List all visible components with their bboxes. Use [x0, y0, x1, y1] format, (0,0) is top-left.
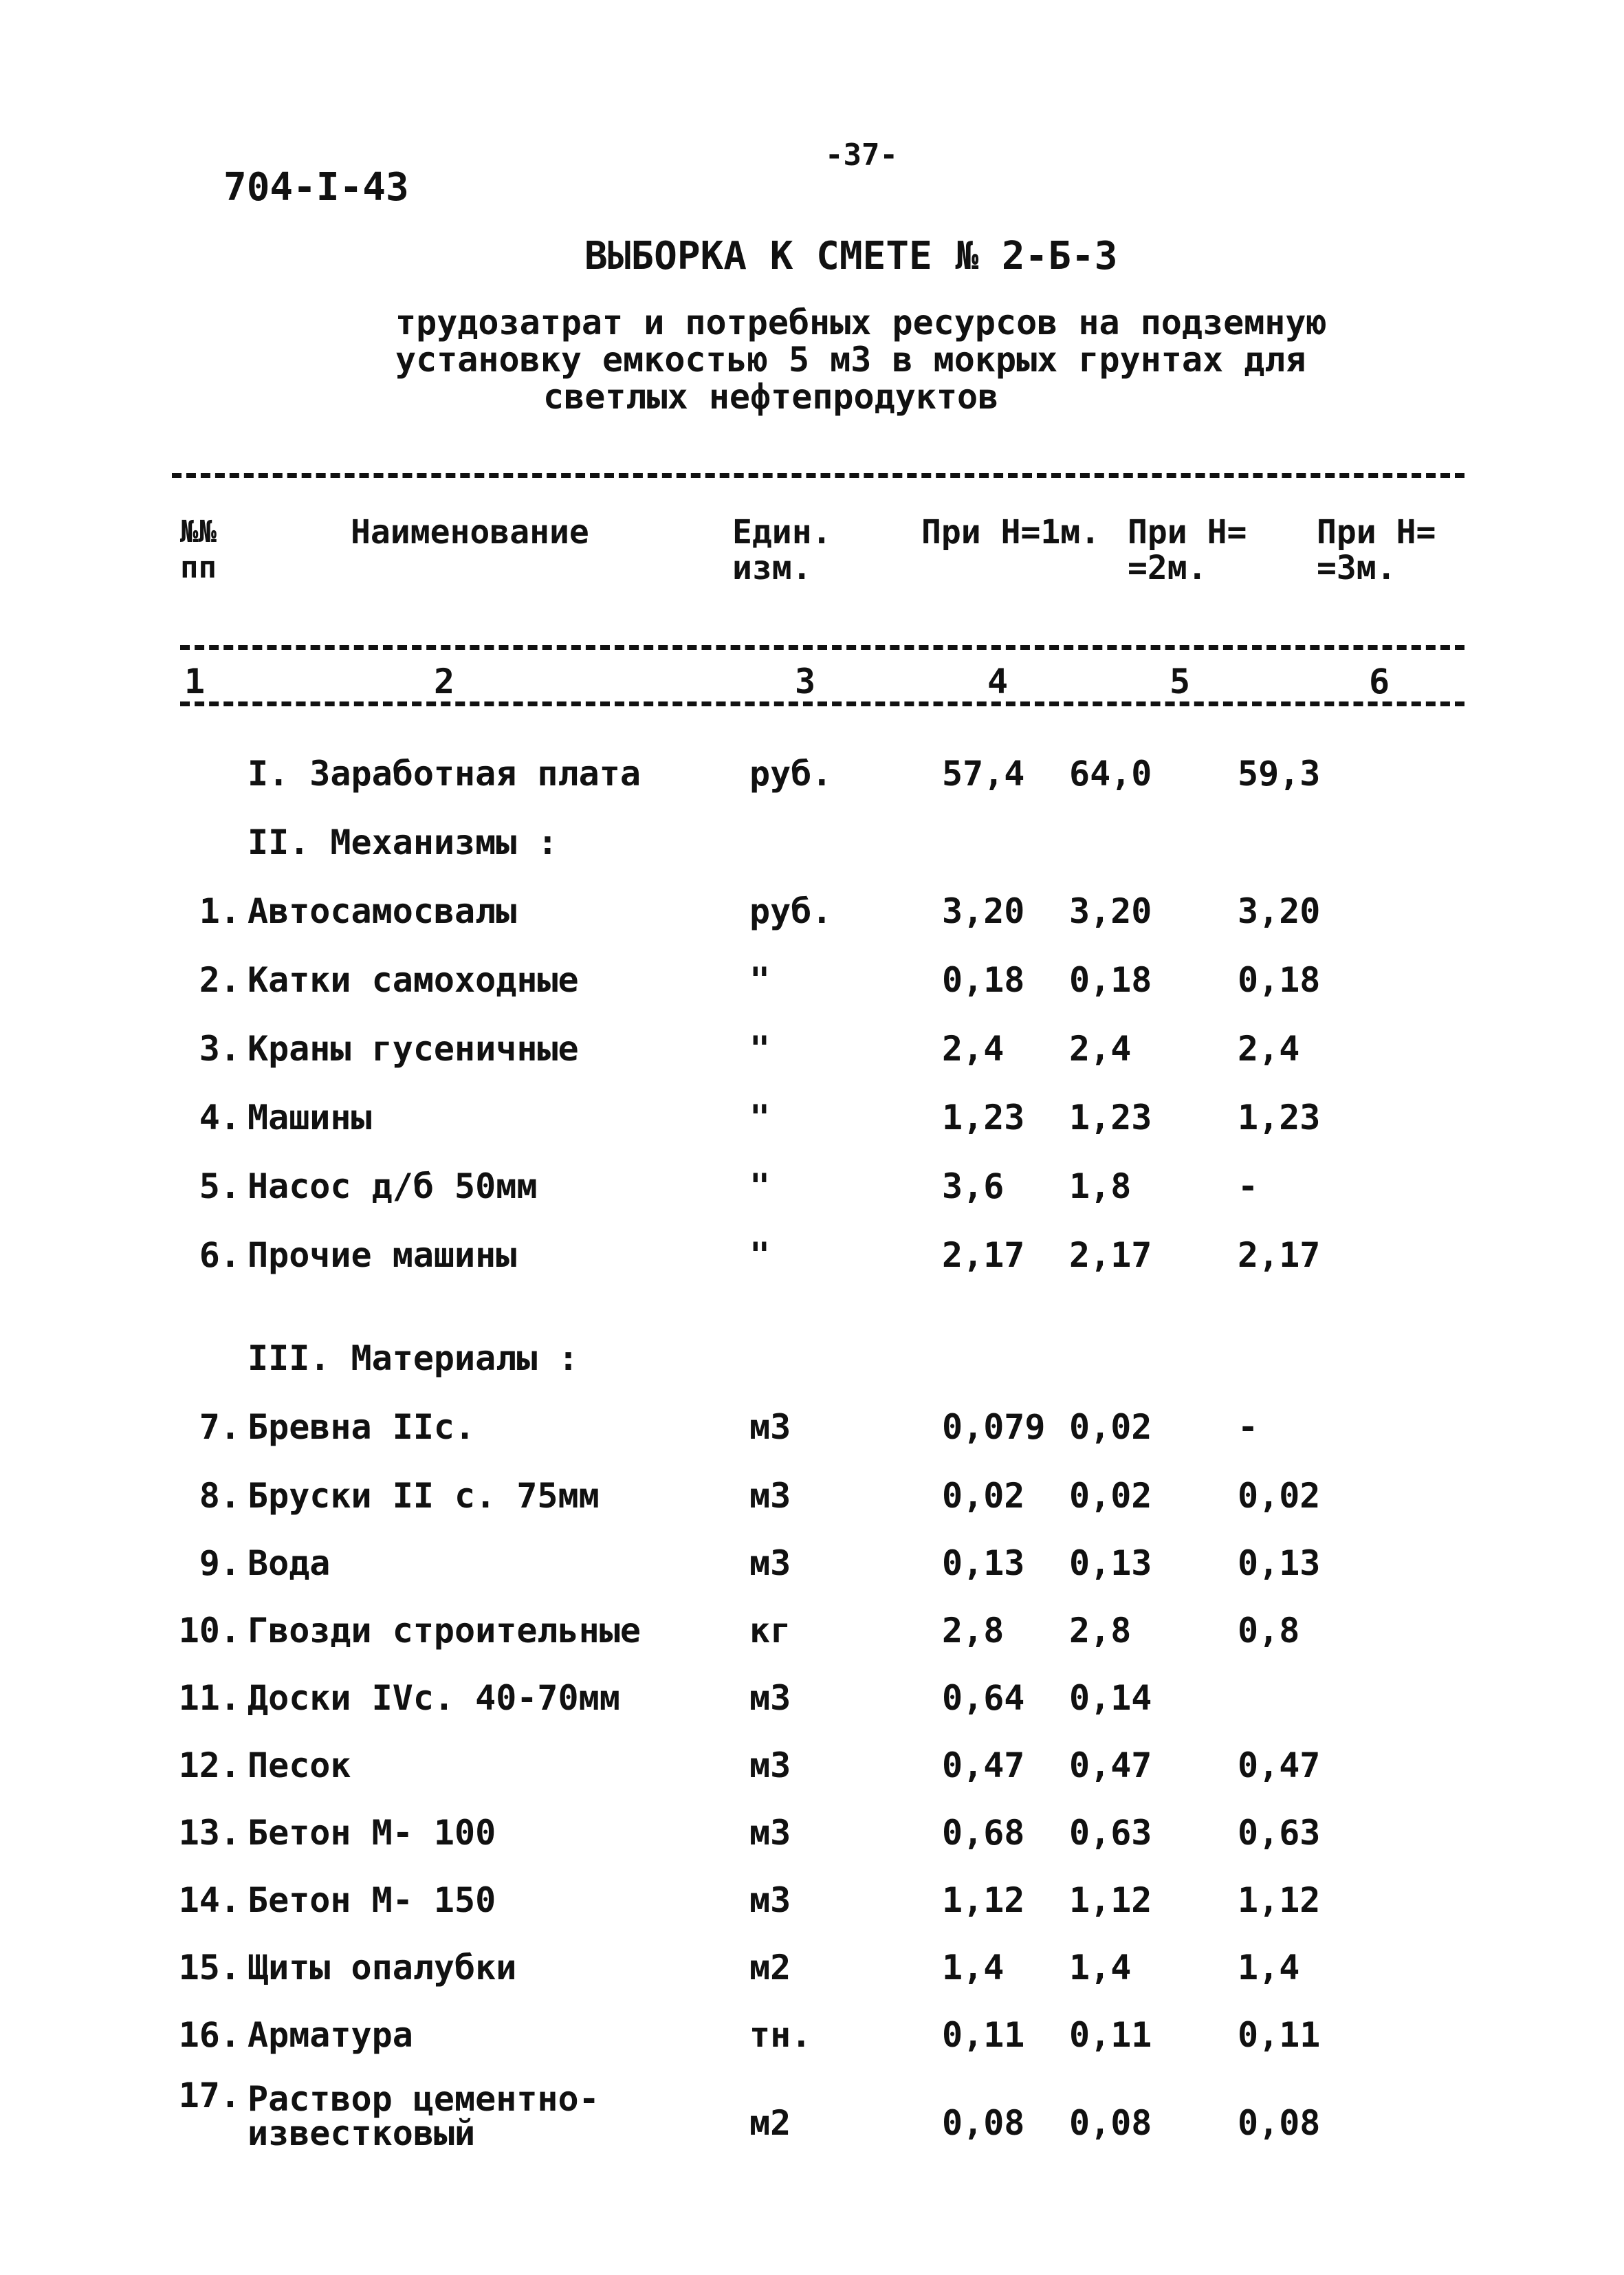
row-value-h2: 0,02	[1069, 1476, 1152, 1516]
row-unit: м3	[749, 1678, 791, 1718]
row-number: 12.	[178, 1745, 241, 1785]
row-unit: руб.	[749, 891, 833, 931]
row-number: 3.	[199, 1029, 241, 1069]
column-number: 1	[180, 662, 209, 701]
row-unit: тн.	[749, 2015, 812, 2055]
row-value-h2: 0,14	[1069, 1678, 1152, 1718]
section-heading	[0, 1327, 1624, 1389]
row-value-h1: 1,23	[942, 1098, 1025, 1138]
row-value-h1: 0,02	[942, 1476, 1025, 1516]
column-number: 4	[983, 662, 1012, 701]
page-title: ВЫБОРКА К СМЕТЕ № 2-Б-3	[584, 234, 1118, 279]
row-value-h3: -	[1238, 1166, 1259, 1206]
row-number: 10.	[178, 1611, 241, 1651]
row-value-h2: 1,12	[1069, 1880, 1152, 1920]
row-value-h3: 0,47	[1238, 1745, 1321, 1785]
row-unit: "	[749, 1235, 771, 1275]
row-value-h1: 57,4	[942, 754, 1025, 794]
row-number: 13.	[178, 1813, 241, 1853]
row-unit: м3	[749, 1407, 791, 1447]
row-name: I. Заработная плата	[248, 754, 641, 794]
row-unit: м3	[749, 1543, 791, 1583]
table-row	[0, 1667, 1624, 1729]
row-number: 8.	[199, 1476, 241, 1516]
row-value-h3: 0,11	[1238, 2015, 1321, 2055]
row-value-h3: 1,23	[1238, 1098, 1321, 1138]
row-name: Песок	[248, 1745, 351, 1785]
row-value-h3: 0,63	[1238, 1813, 1321, 1853]
row-name: Прочие машины	[248, 1235, 517, 1275]
row-value-h1: 2,17	[942, 1235, 1025, 1275]
row-unit: м3	[749, 1745, 791, 1785]
row-number: 5.	[199, 1166, 241, 1206]
table-row	[0, 1532, 1624, 1594]
column-number: 5	[1165, 662, 1194, 701]
row-value-h3: 3,20	[1238, 891, 1321, 931]
table-row	[0, 1600, 1624, 1662]
table-row	[0, 1155, 1624, 1217]
row-number: 6.	[199, 1235, 241, 1275]
row-value-h1: 0,13	[942, 1543, 1025, 1583]
row-number: 17.	[178, 2076, 241, 2115]
column-header-h3: При Н= =3м.	[1317, 513, 1436, 587]
row-value-h1: 3,6	[942, 1166, 1005, 1206]
table-row	[0, 1018, 1624, 1080]
row-number: 16.	[178, 2015, 241, 2055]
row-name: Доски IVс. 40-70мм	[248, 1678, 620, 1718]
row-value-h1: 0,11	[942, 2015, 1025, 2055]
row-value-h2: 3,20	[1069, 891, 1152, 931]
row-unit: м3	[749, 1813, 791, 1853]
table-row	[0, 743, 1624, 805]
row-name: Щиты опалубки	[248, 1948, 517, 1988]
row-value-h1: 2,8	[942, 1611, 1005, 1651]
row-name: Бетон М- 150	[248, 1880, 496, 1920]
table-row	[0, 1087, 1624, 1149]
table-row	[0, 1734, 1624, 1796]
page-number: -37-	[825, 138, 898, 173]
row-value-h1: 0,18	[942, 960, 1025, 1000]
row-value-h2: 0,08	[1069, 2103, 1152, 2143]
row-value-h1: 0,64	[942, 1678, 1025, 1718]
section-heading	[0, 812, 1624, 873]
table-row	[0, 1802, 1624, 1864]
row-value-h1: 2,4	[942, 1029, 1005, 1069]
column-number: 2	[430, 662, 459, 701]
row-name-continued: известковый	[248, 2113, 476, 2153]
row-value-h2: 0,02	[1069, 1407, 1152, 1447]
row-number: 7.	[199, 1407, 241, 1447]
row-value-h1: 1,4	[942, 1948, 1005, 1988]
row-number: 9.	[199, 1543, 241, 1583]
column-header-h1: При Н=1м.	[921, 513, 1101, 552]
table-row	[0, 1869, 1624, 1931]
row-value-h2: 0,18	[1069, 960, 1152, 1000]
document-code: 704-I-43	[223, 165, 409, 210]
header-top-rule	[172, 473, 1464, 478]
row-number: 14.	[178, 1880, 241, 1920]
row-value-h2: 0,47	[1069, 1745, 1152, 1785]
table-row	[0, 880, 1624, 942]
row-unit: "	[749, 1166, 771, 1206]
row-value-h2: 1,8	[1069, 1166, 1132, 1206]
row-number: 2.	[199, 960, 241, 1000]
row-value-h3: -	[1238, 1407, 1259, 1447]
row-value-h3: 0,02	[1238, 1476, 1321, 1516]
row-number: 15.	[178, 1948, 241, 1988]
column-number: 6	[1365, 662, 1394, 701]
row-value-h3: 0,18	[1238, 960, 1321, 1000]
row-value-h1: 0,68	[942, 1813, 1025, 1853]
row-name: Катки самоходные	[248, 960, 579, 1000]
row-value-h2: 1,4	[1069, 1948, 1132, 1988]
row-value-h3: 1,12	[1238, 1880, 1321, 1920]
row-unit: "	[749, 1098, 771, 1138]
table-row	[0, 1465, 1624, 1527]
table-row	[0, 1396, 1624, 1458]
row-name: Арматура	[248, 2015, 413, 2055]
row-name: Гвозди строительные	[248, 1611, 641, 1651]
column-header-h2: При Н= =2м.	[1128, 513, 1247, 587]
row-value-h2: 2,4	[1069, 1029, 1132, 1069]
row-value-h3: 0,08	[1238, 2103, 1321, 2143]
row-value-h1: 0,08	[942, 2103, 1025, 2143]
row-value-h2: 2,8	[1069, 1611, 1132, 1651]
row-number: 1.	[199, 891, 241, 931]
column-number: 3	[791, 662, 820, 701]
row-value-h2: 0,13	[1069, 1543, 1152, 1583]
column-header-no: №№ пп	[180, 514, 217, 585]
table-row	[0, 1937, 1624, 1999]
table-row	[0, 2004, 1624, 2066]
table-row	[0, 949, 1624, 1011]
row-value-h2: 1,23	[1069, 1098, 1152, 1138]
column-header-name: Наименование	[351, 513, 589, 552]
row-value-h3: 59,3	[1238, 754, 1321, 794]
row-unit: м2	[749, 1948, 791, 1988]
subtitle-line: трудозатрат и потребных ресурсов на подземную	[395, 303, 1327, 342]
row-name: Раствор цементно-	[248, 2079, 600, 2119]
row-name: Бревна IIс.	[248, 1407, 476, 1447]
row-value-h2: 0,11	[1069, 2015, 1152, 2055]
row-name: Бруски II с. 75мм	[248, 1476, 600, 1516]
column-header-unit: Един. изм.	[732, 513, 832, 587]
row-unit: м2	[749, 2103, 791, 2143]
row-number: 11.	[178, 1678, 241, 1718]
row-name: III. Материалы :	[248, 1338, 579, 1378]
row-unit: м3	[749, 1476, 791, 1516]
table-row	[0, 1224, 1624, 1286]
row-value-h1: 3,20	[942, 891, 1025, 931]
row-unit: руб.	[749, 754, 833, 794]
column-number-rule	[180, 701, 1464, 706]
row-value-h3: 2,17	[1238, 1235, 1321, 1275]
row-name: Машины	[248, 1098, 372, 1138]
row-value-h1: 1,12	[942, 1880, 1025, 1920]
row-unit: м3	[749, 1880, 791, 1920]
row-value-h3: 2,4	[1238, 1029, 1300, 1069]
row-value-h3: 0,8	[1238, 1611, 1300, 1651]
table-row	[0, 2071, 1624, 2161]
row-name: Насос д/б 50мм	[248, 1166, 538, 1206]
row-unit: "	[749, 1029, 771, 1069]
row-name: Бетон М- 100	[248, 1813, 496, 1853]
subtitle-line: светлых нефтепродуктов	[543, 377, 999, 417]
row-number: 4.	[199, 1098, 241, 1138]
row-value-h1: 0,47	[942, 1745, 1025, 1785]
row-unit: кг	[749, 1611, 791, 1651]
row-name: Вода	[248, 1543, 331, 1583]
row-value-h3: 1,4	[1238, 1948, 1300, 1988]
header-middle-rule	[180, 645, 1464, 650]
row-name: Краны гусеничные	[248, 1029, 579, 1069]
row-value-h1: 0,079	[942, 1407, 1046, 1447]
row-name: II. Механизмы :	[248, 823, 558, 862]
row-value-h2: 64,0	[1069, 754, 1152, 794]
row-value-h3: 0,13	[1238, 1543, 1321, 1583]
subtitle-line: установку емкостью 5 м3 в мокрых грунтах для	[395, 340, 1306, 380]
row-value-h2: 2,17	[1069, 1235, 1152, 1275]
row-unit: "	[749, 960, 771, 1000]
row-name: Автосамосвалы	[248, 891, 517, 931]
row-value-h2: 0,63	[1069, 1813, 1152, 1853]
